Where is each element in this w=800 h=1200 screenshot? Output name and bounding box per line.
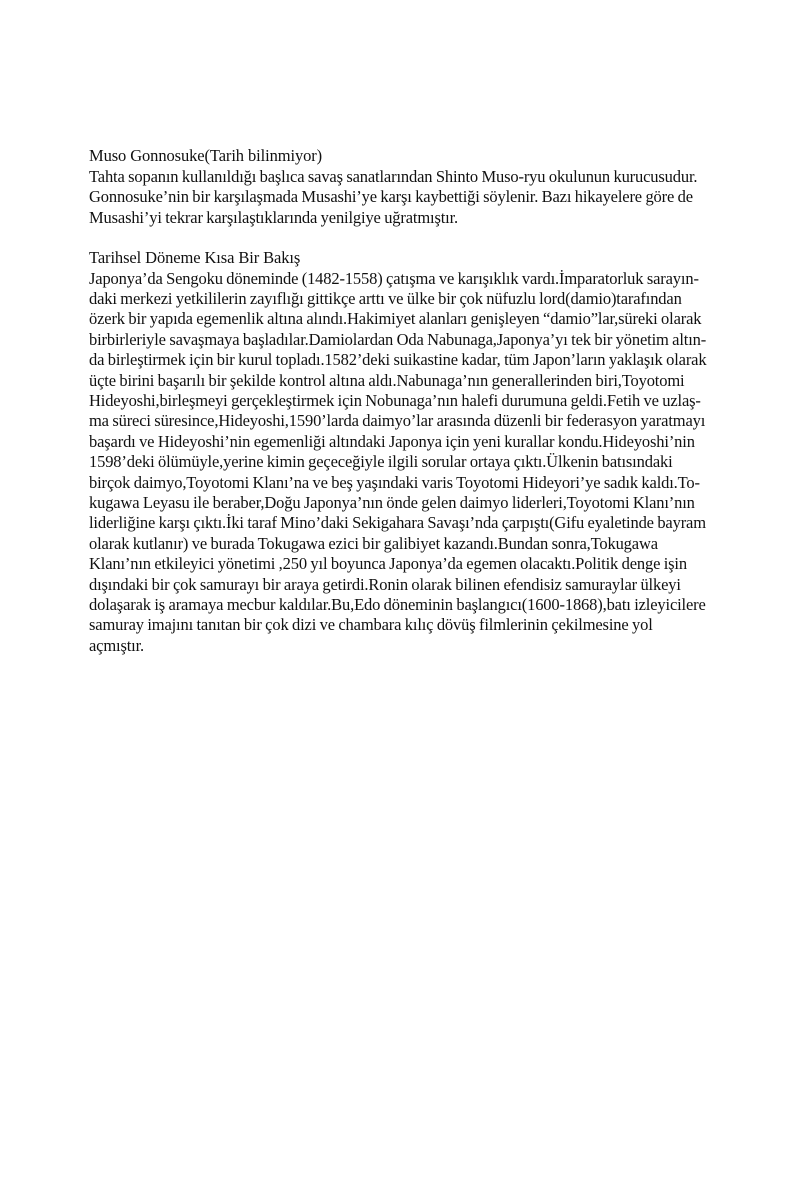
paragraph-line: Musashi’yi tekrar karşılaştıklarında yenilgiye uğratmıştır. [89, 207, 459, 227]
paragraph-line: liderliğine karşı çıktı.İki taraf Mino’daki Sekigahara Savaşı’nda çarpıştı(Gifu eyaletinde bayram [89, 513, 706, 533]
paragraph-line: Hideyoshi,birleşmeyi gerçekleştirmek için Nobunaga’nın halefi durumuna geldi.Fetih ve uzlaş- [89, 390, 701, 410]
paragraph-line: dışındaki bir çok samurayı bir araya getirdi.Ronin olarak bilinen efendisiz samuraylar ülkeyi [89, 574, 681, 594]
paragraph-line: Tahta sopanın kullanıldığı başlıca savaş sanatlarından Shinto Muso-ryu okulunun kurucusudur. [89, 166, 698, 186]
paragraph-line: açmıştır. [89, 635, 145, 655]
section-muso-gonnosuke [89, 146, 779, 228]
paragraph-line: daki merkezi yetkililerin zayıflığı gittikçe arttı ve ülke bir çok nüfuzlu lord(damio)tarafından [89, 288, 682, 308]
paragraph-line: 1598’deki ölümüyle,yerine kimin geçeceğiyle ilgili sorular ortaya çıktı.Ülkenin batısındaki [89, 452, 673, 472]
paragraph-line: dolaşarak iş aramaya mecbur kaldılar.Bu,Edo döneminin başlangıcı(1600-1868),batı izleyicilere [89, 595, 706, 614]
paragraph-line: üçte birini başarılı bir şekilde kontrol altına aldı.Nabunaga’nın generallerinden biri,Toyotomi [89, 370, 685, 390]
paragraph-line: kugawa Leyasu ile beraber,Doğu Japonya’nın önde gelen daimyo liderleri,Toyotomi Klanı’nın [89, 492, 695, 512]
paragraph-line: birbirleriyle savaşmaya başladılar.Damiolardan Oda Nabunaga,Japonya’yı tek bir yönetim altın- [89, 329, 707, 349]
paragraph-line: olarak kutlanır) ve burada Tokugawa ezici bir galibiyet kazandı.Bundan sonra,Tokugawa [89, 533, 658, 553]
paragraph-line: Klanı’nın etkileyici yönetimi ,250 yıl boyunca Japonya’da egemen olacaktı.Politik denge işin [89, 554, 687, 574]
paragraph-line: Gonnosuke’nin bir karşılaşmada Musashi’ye karşı kaybettiği söylenir. Bazı hikayelere göre de [89, 187, 693, 206]
paragraph-line: da birleştirmek için bir kurul topladı.1582’deki suikastine kadar, tüm Japon’ların yaklaşık olarak [89, 350, 707, 370]
paragraph-line: samuray imajını tanıtan bir çok dizi ve chambara kılıç dövüş filmlerinin çekilmesine yol [89, 615, 653, 635]
section-historical-overview [89, 248, 779, 656]
paragraph-line: Japonya’da Sengoku döneminde (1482-1558) çatışma ve karışıklık vardı.İmparatorluk sarayın- [89, 268, 699, 288]
paragraph-line: ma süreci süresince,Hideyoshi,1590’larda daimyo’lar arasında düzenli bir federasyon yaratmayı [89, 411, 706, 431]
paragraph-line: başardı ve Hideyoshi’nin egemenliği altındaki Japonya için yeni kurallar kondu.Hideyoshi’nin [89, 431, 695, 451]
section-heading: Muso Gonnosuke(Tarih bilinmiyor) [89, 146, 323, 165]
paragraph-line: özerk bir yapıda egemenlik altına alındı.Hakimiyet alanları genişleyen “damio”lar,süreki olarak [89, 309, 702, 329]
section-heading: Tarihsel Döneme Kısa Bir Bakış [89, 248, 301, 267]
paragraph-line: birçok daimyo,Toyotomi Klanı’na ve beş yaşındaki varis Toyotomi Hideyori’ye sadık kaldı.To- [89, 472, 700, 492]
